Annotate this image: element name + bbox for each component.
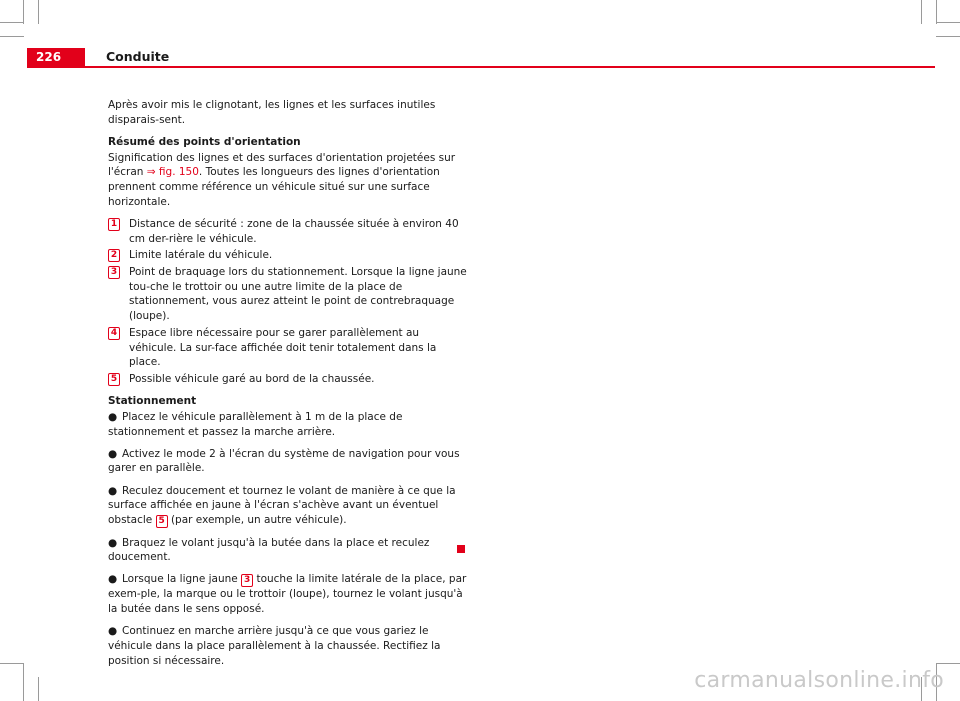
number-badge: 5 [108,373,120,386]
legend-item: 5 Possible véhicule garé au bord de la chaussée. [108,372,468,387]
crop-mark [0,22,24,23]
number-badge: 5 [156,515,168,528]
bullet-icon: ● [108,573,118,586]
number-badge: 3 [108,266,120,279]
crop-mark [0,36,24,37]
crop-mark [921,0,922,24]
bullet-icon: ● [108,410,118,423]
intro-paragraph: Après avoir mis le clignotant, les lignes et les surfaces inutiles disparais-sent. [108,99,436,126]
legend-item: 4 Espace libre nécessaire pour se garer parallèlement au véhicule. La sur-face affichée doit tenir totalement dans la place. [108,326,468,370]
bullet-icon: ● [108,536,118,549]
section-end-marker [457,545,465,553]
crop-mark [23,663,24,701]
bullet-item: ● Continuez en marche arrière jusqu'à ce que vous gariez le véhicule dans la place parallèlement à la chaussée. Rectifiez la position si nécessaire. [108,625,441,667]
number-badge: 2 [108,249,120,262]
number-badge: 3 [241,574,253,587]
crop-mark [23,0,24,24]
section-title: Conduite [106,49,170,64]
legend-item: 1 Distance de sécurité : zone de la chaussée située à environ 40 cm der-rière le véhicule. [108,217,468,246]
number-badge: 1 [108,218,120,231]
legend-item: 2 Limite latérale du véhicule. [108,248,468,263]
parking-heading: Stationnement [108,395,197,408]
bullet-icon: ● [108,484,118,497]
crop-mark [936,22,960,23]
orientation-description: Signification des lignes et des surfaces d'orientation projetées sur l'écran ⇒ fig. 150. Toutes les longueurs des lignes d'orientation prennent comme référence un véhicule situé sur une surface horizontale. [108,151,456,208]
bullet-icon: ● [108,625,118,638]
legend-item: 3 Point de braquage lors du stationnement. Lorsque la ligne jaune tou-che le trottoir ou une autre limite de la place de stationnement, vous aurez atteint le point de contrebraquage (loupe). [108,265,468,324]
crop-mark [936,36,960,37]
crop-mark [38,677,39,701]
bullet-icon: ● [108,447,118,460]
watermark: carmanualsonline.info [694,668,944,693]
bullet-item: ● Lorsque la ligne jaune 3 touche la limite latérale de la place, par exem-ple, la marque ou le trottoir (loupe), tournez le volant jusqu'à la butée dans le sens opposé. [108,573,467,616]
crop-mark [38,0,39,24]
orientation-heading: Résumé des points d'orientation [108,135,301,148]
page-content [108,98,468,676]
bullet-item: ● Braquez le volant jusqu'à la butée dans la place et reculez doucement. [108,536,430,564]
crop-mark [0,663,24,664]
crop-mark [936,663,960,664]
page-number: 226 [27,48,85,66]
figure-link[interactable]: ⇒ fig. 150 [146,166,199,179]
header-rule [27,66,935,68]
bullet-item: ● Activez le mode 2 à l'écran du système de navigation pour vous garer en parallèle. [108,447,460,475]
number-badge: 4 [108,327,120,340]
orientation-legend [108,217,468,387]
bullet-item: ● Placez le véhicule parallèlement à 1 m de la place de stationnement et passez la marche arrière. [108,410,403,438]
crop-mark [936,0,937,24]
bullet-item: ● Reculez doucement et tournez le volant de manière à ce que la surface affichée en jaune à l'écran s'achève avant un éventuel obstacle 5 (par exemple, un autre véhicule). [108,484,456,527]
